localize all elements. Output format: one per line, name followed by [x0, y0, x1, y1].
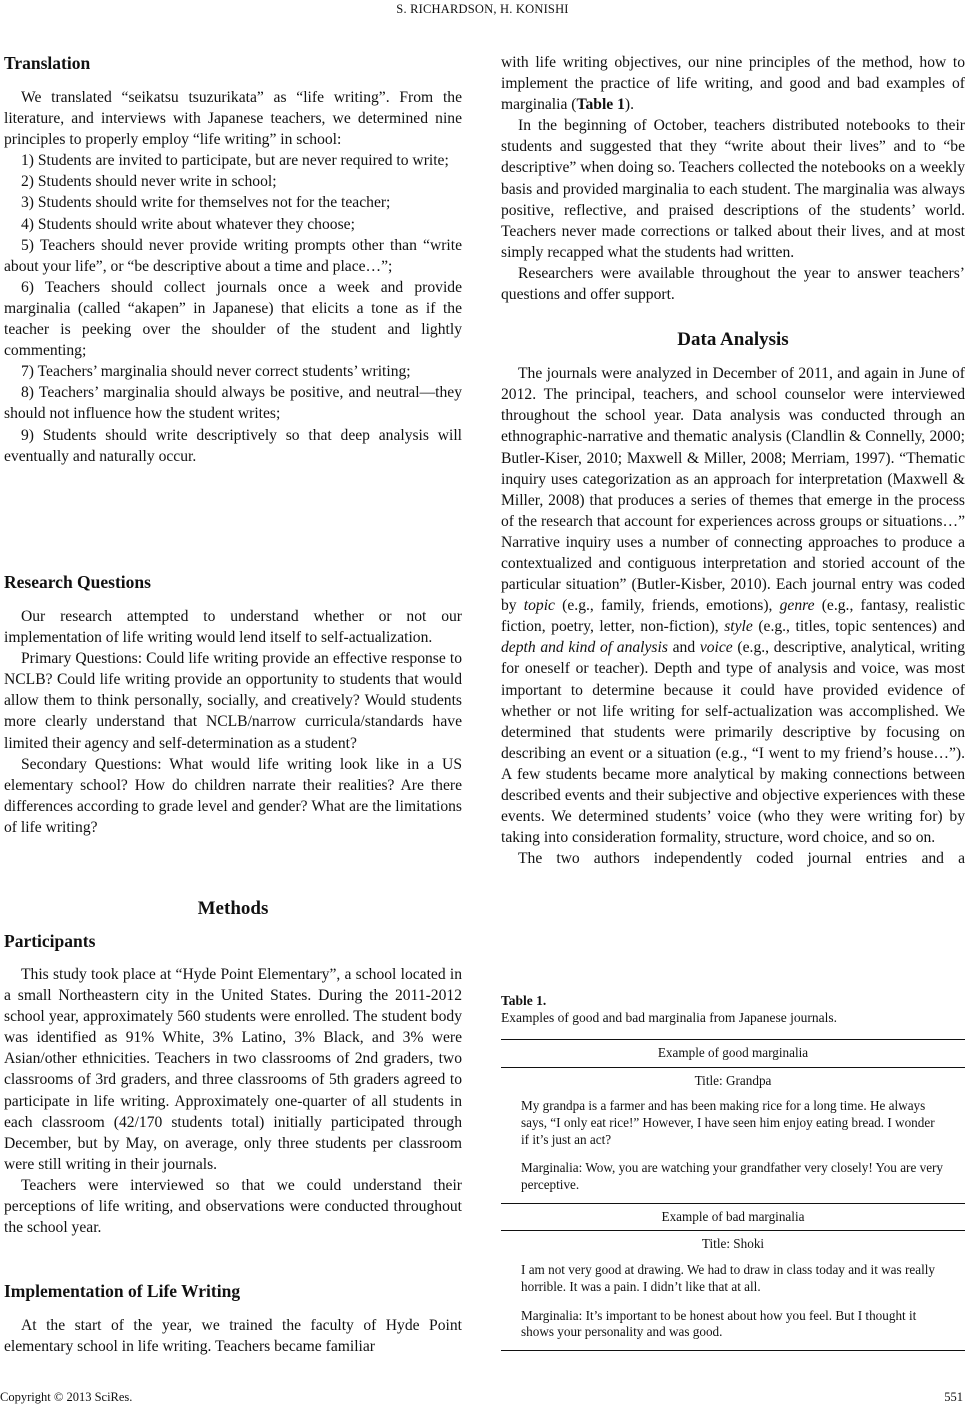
- table-caption: Examples of good and bad marginalia from Japanese journals.: [501, 1010, 838, 1025]
- translation-intro: We translated “seikatsu tsuzurikata” as “life writing”. From the literature, and interviews with Japanese teachers, we determined nine principles to properly employ “life writing” in school:: [4, 89, 462, 149]
- section-translation: [4, 52, 462, 467]
- copyright: Copyright © 2013 SciRes.: [0, 1390, 133, 1404]
- text-segment: (e.g., descriptive, analytical, writing for oneself or teacher). Depth and type of analysis and voice, was most important to determine because it could have provided evidence of whether or not life writing for self-actualization was accomplished. We determined that students were primarily descriptive by focusing on describing an event or a situation (e.g., “I went to my friend’s house…”). A few students became more analytical by making connections between described events and their subjective and objective experiences with these events. We determined students’ voice (who they were writing for) by taking into consideration formality, structure, word choice, and so on.: [501, 639, 965, 847]
- text-segment-italic: genre: [779, 597, 815, 615]
- table-label: Table 1.: [501, 993, 547, 1008]
- principle-item: 9) Students should write descriptively so that deep analysis will eventually and naturally occur.: [4, 426, 462, 465]
- principle-item: 8) Teachers’ marginalia should always be positive, and neutral—they should not influence how the student writes;: [4, 384, 462, 423]
- principle-item: 1) Students are invited to participate, but are never required to write;: [21, 152, 449, 170]
- heading-methods: Methods: [197, 898, 269, 919]
- section-methods: [4, 897, 462, 1238]
- marginalia: Marginalia: Wow, you are watching your grandfather very closely! You are very perceptive.: [521, 1160, 944, 1193]
- text-segment: and: [667, 639, 700, 657]
- paragraph: Secondary Questions: What would life writing look like in a US elementary school? How do children narrate their realities? Are there differences according to grade level and gender? What are the limitations of life writing?: [4, 755, 462, 836]
- paragraph: [501, 52, 965, 115]
- text-segment: (e.g., family, friends, emotions),: [554, 597, 780, 615]
- text-segment: with life writing objectives, our nine principles of the method, how to implement the practice of life writing, and good and bad examples of marginalia (: [501, 54, 965, 114]
- paragraph: The two authors independently coded journal entries and a: [518, 850, 965, 868]
- text-segment-italic: style: [724, 618, 753, 636]
- heading-participants: Participants: [4, 931, 96, 951]
- entry-title: Title: Grandpa: [694, 1072, 772, 1088]
- paragraph: This study took place at “Hyde Point Elementary”, a school located in a small Northeastern city in the United States. During the 2011-2012 school year, approximately 560 students were enrolled. The student body was identified as 91% White, 3% Latino, 3% Black, and 3% were Asian/other ethnicities. Teachers in two classrooms of 2nd graders, two classrooms of 3rd graders, and three classrooms of 5th graders agreed to participate in life writing. Approximately one-quarter of all students in each classroom (42/170 students total) initially participated through December, but by May, on average, only three students per classroom were still writing in their journals.: [4, 966, 462, 1173]
- text-segment-italic: depth and kind of analysis: [501, 639, 668, 657]
- principle-item: 6) Teachers should collect journals once a week and provide marginalia (called “akapen” in Japanese) that elicits a tone as if the teacher is peeking over the shoulder of the student and lightly commenting;: [4, 278, 462, 360]
- table-section-header: Example of bad marginalia: [661, 1208, 805, 1224]
- table-reference-link[interactable]: Table 1: [576, 96, 625, 114]
- table-section-header: Example of good marginalia: [657, 1045, 809, 1060]
- heading-data-analysis: Data Analysis: [677, 329, 789, 351]
- paragraph: Researchers were available throughout the year to answer teachers’ questions and offer support.: [501, 264, 965, 304]
- running-head: S. RICHARDSON, H. KONISHI: [396, 2, 569, 16]
- heading-translation: Translation: [4, 53, 91, 73]
- marginalia: Marginalia: It’s important to be honest about how you feel. But I thought it shows your personality and was good.: [521, 1307, 917, 1340]
- paragraph: In the beginning of October, teachers distributed notebooks to their students and suggested that they “write about their lives” and to “be descriptive” when doing so. Teachers collected the notebooks on a weekly basis and provided marginalia to each student. The marginalia was always positive, reflective, and praised descriptions of the students’ world. Teachers never made corrections or talked about their lives, and at most simply recapped what the students had written.: [501, 117, 965, 261]
- paragraph: At the start of the year, we trained the faculty of Hyde Point elementary school in life writing. Teachers became familiar: [4, 1317, 462, 1356]
- text-segment: (e.g., fantasy, realistic fiction, poetry, letter, non-fiction),: [501, 597, 965, 636]
- principle-item: 3) Students should write for themselves not for the teacher;: [21, 194, 391, 212]
- section-implementation: [4, 1280, 462, 1357]
- table-1: [501, 992, 965, 1351]
- principle-item: 7) Teachers’ marginalia should never correct students’ writing;: [21, 363, 411, 381]
- paragraph: Primary Questions: Could life writing provide an effective response to NCLB? Could life writing provide an opportunity to students that would allow them to think personally, socially, and creatively? Would students more clearly understand that NCLB/narrow curricula/standards have limited their agency and self-determination as a student?: [4, 650, 462, 752]
- text-segment: (e.g., titles, topic sentences) and: [752, 618, 965, 636]
- table-rule: [501, 1350, 965, 1351]
- section-research-questions: [4, 571, 462, 838]
- heading-implementation: Implementation of Life Writing: [4, 1281, 241, 1301]
- principle-item: 2) Students should never write in school;: [21, 173, 277, 191]
- journal-entry: My grandpa is a farmer and has been making rice for a long time. He always says, “I only eat rice!” However, I have seen him enjoy eating bread. I wonder if it’s just an act?: [521, 1098, 935, 1147]
- principle-item: 4) Students should write about whatever they choose;: [21, 215, 355, 233]
- paragraph: [501, 363, 965, 848]
- journal-entry: I am not very good at drawing. We had to draw in class today and it was really horrible. It was a pain. I didn’t like that at all.: [521, 1261, 935, 1294]
- heading-research-questions: Research Questions: [4, 572, 151, 592]
- entry-title: Title: Shoki: [701, 1236, 765, 1252]
- text-segment: ).: [624, 96, 634, 114]
- page-number: 551: [944, 1390, 963, 1404]
- paragraph: Teachers were interviewed so that we could understand their perceptions of life writing, and observations were conducted throughout the school year.: [4, 1176, 462, 1237]
- text-segment: The journals were analyzed in December of 2011, and again in June of 2012. The principal, teachers, and school counselor were interviewed throughout the school year. Data analysis was conducted through an ethnographic-narrative and thematic analysis (Clandlin & Connelly, 2000; Butler-Kiser, 2010; Maxwell & Miller, 2008; Merriam, 1997). “Thematic inquiry uses categorization as an approach for interpretation (Maxwell & Miller, 2008) that produces a series of themes that emerge in the process of the research that account for experiences across groups or situations…” Narrative inquiry uses a number of connecting approaches to produce a contextualized and contiguous interpretation and storied account of the particular situation” (Butler-Kisber, 2010). Each journal entry was coded by: [501, 365, 965, 615]
- principle-item: 5) Teachers should never provide writing prompts other than “write about your life”, or “be descriptive about a time and place…”;: [4, 236, 462, 275]
- text-segment-italic: topic: [523, 597, 555, 615]
- paragraph: Our research attempted to understand whether or not our implementation of life writing would lend itself to self-actualization.: [4, 608, 462, 647]
- right-column-text: [501, 52, 965, 869]
- text-segment-italic: voice: [699, 639, 733, 657]
